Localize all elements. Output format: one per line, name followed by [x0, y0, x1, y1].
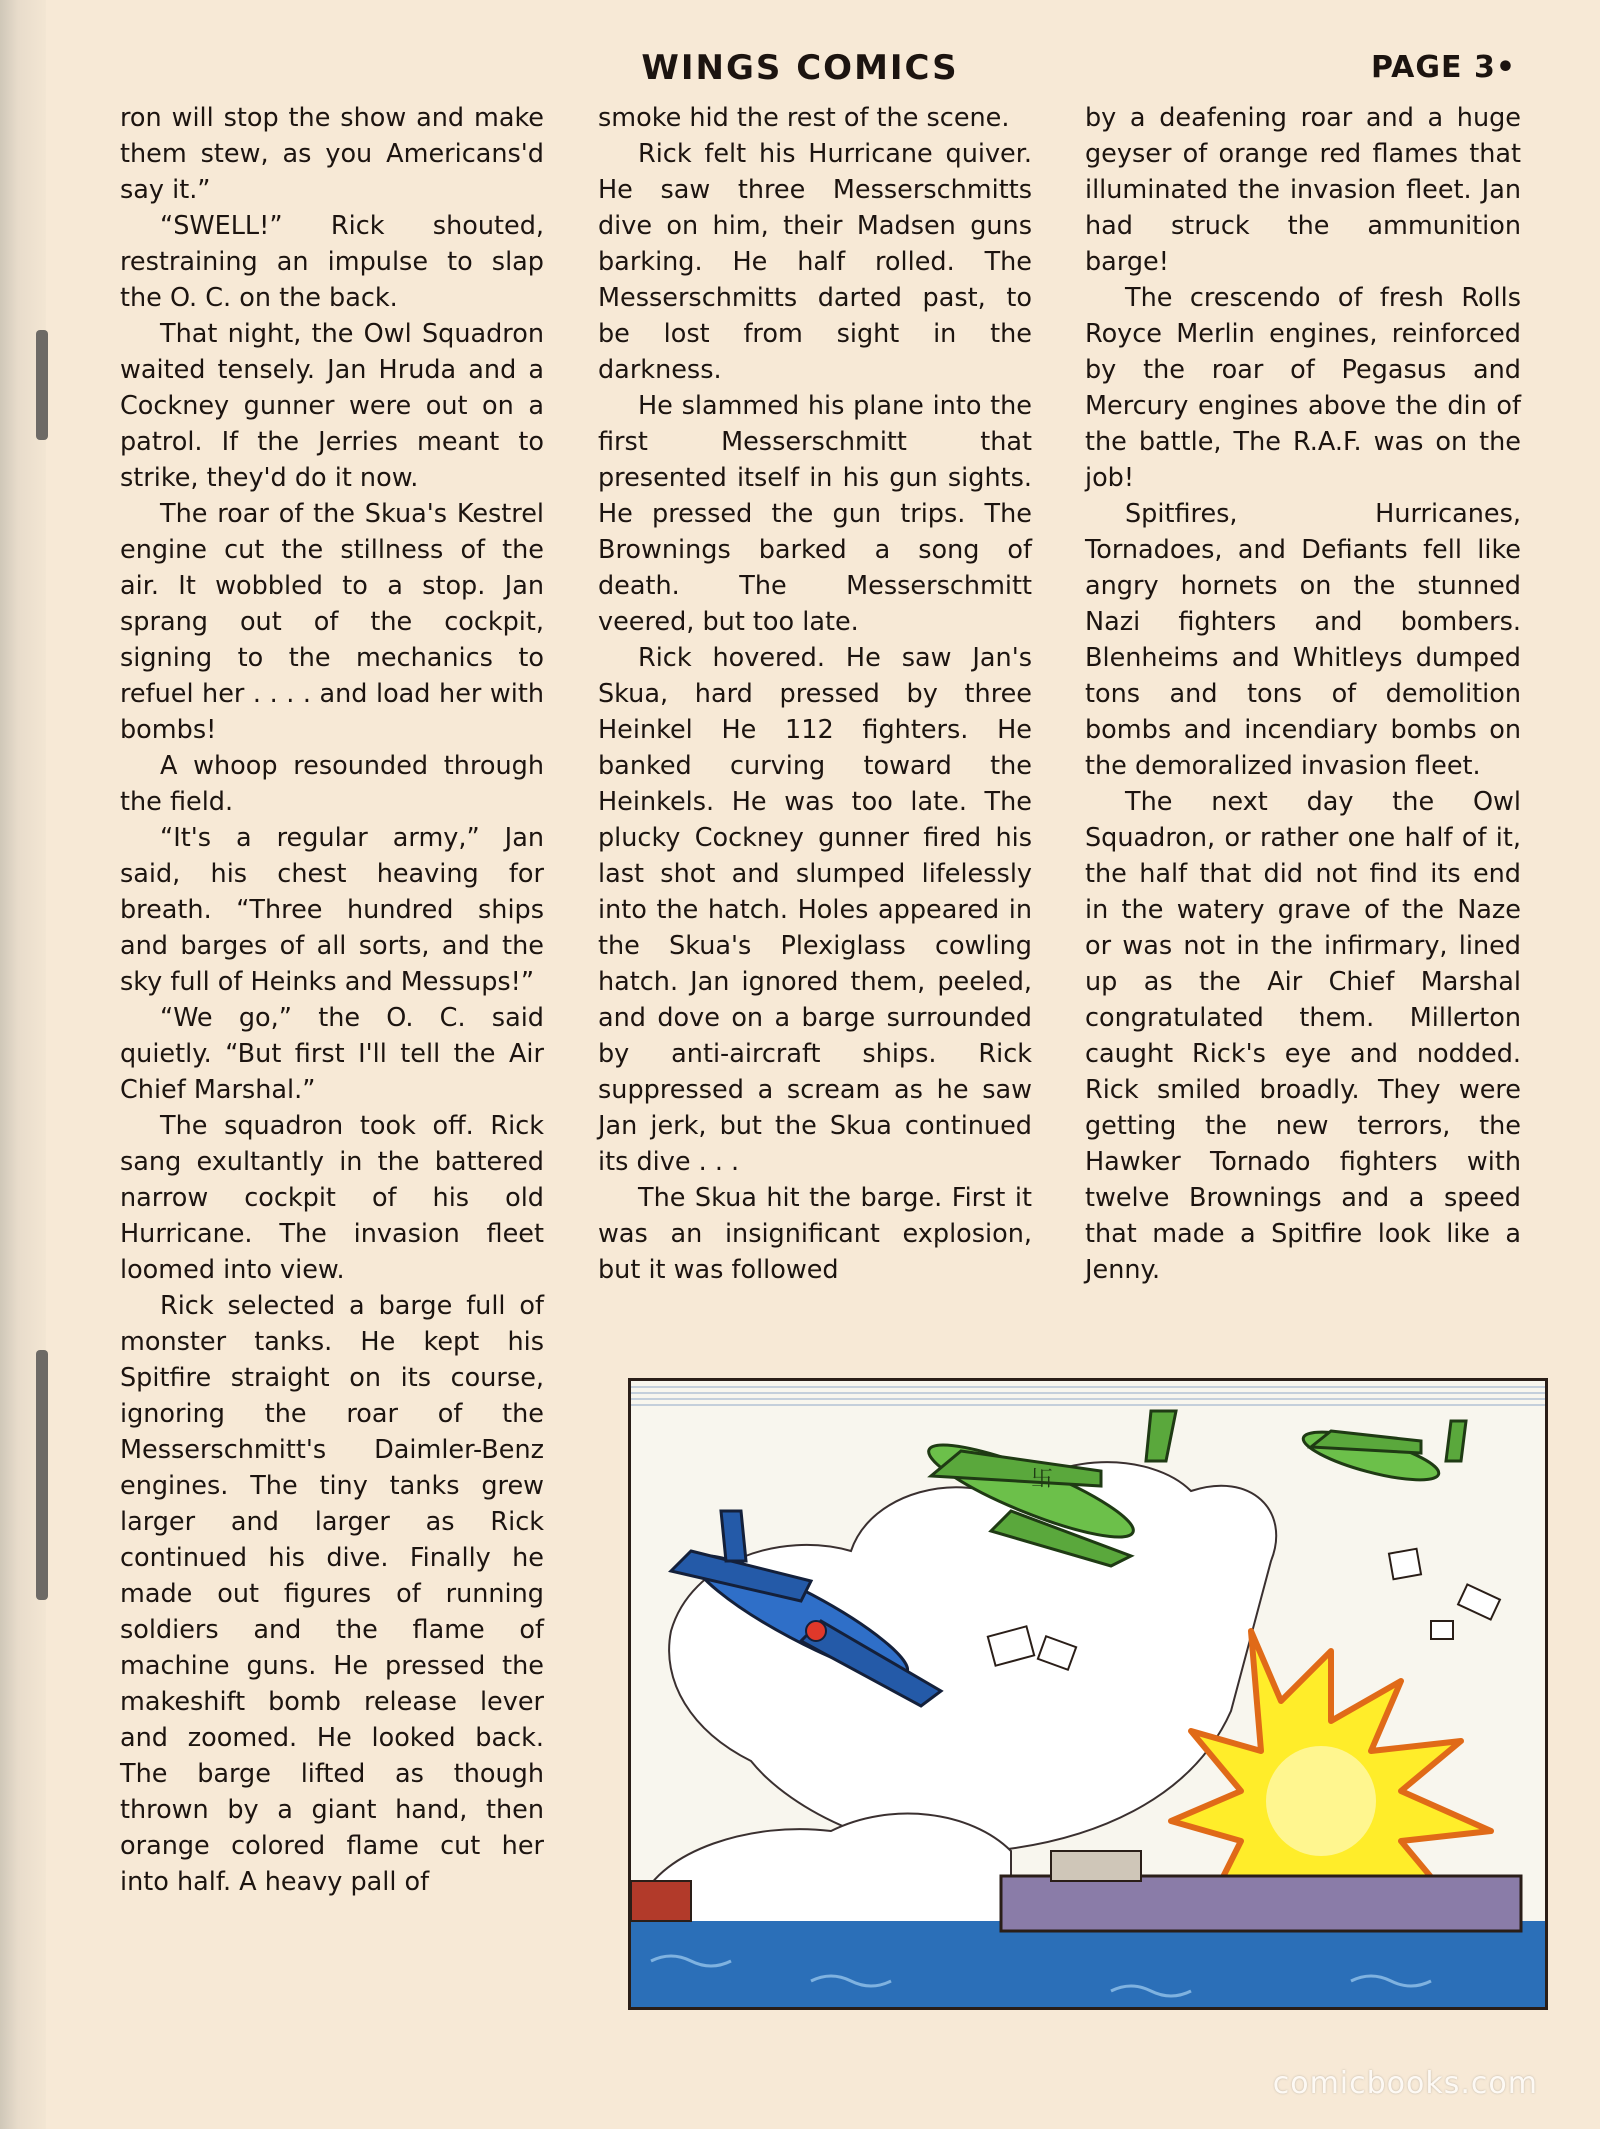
paragraph: That night, the Owl Squadron waited tensely. Jan Hruda and a Cockney gunner were out on a patrol. If the Jerries meant to strike, they'd do it now.	[120, 319, 544, 493]
paragraph: The Skua hit the barge. First it was an insignificant explosion, but it was followed	[598, 1183, 1032, 1285]
air-battle-drawing	[631, 1381, 1545, 2007]
paragraph: by a deafening roar and a huge geyser of orange red flames that illuminated the invasion fleet. Jan had struck the ammunition barge!	[1085, 103, 1521, 277]
page-binding-edge	[0, 0, 46, 2129]
page-header	[60, 48, 1540, 88]
text-column-1	[120, 100, 544, 2020]
staple-bottom	[36, 1350, 48, 1600]
paragraph: Spitfires, Hurricanes, Tornadoes, and Defiants fell like angry hornets on the stunned Nazi fighters and bombers. Blenheims and Whitleys dumped tons and tons of demolition bombs and incendiary bombs on the demoralized invasion fleet.	[1085, 499, 1521, 781]
paragraph: Rick selected a barge full of monster tanks. He kept his Spitfire straight on its course, ignoring the roar of the Messerschmitt's Daimler-Benz engines. The tiny tanks grew larger and larger as Rick continued his dive. Finally he made out figures of running soldiers and the flame of machine guns. He pressed the makeshift bomb release lever and zoomed. He looked back. The barge lifted as though thrown by a giant hand, then orange colored flame cut her into half. A heavy pall of	[120, 1291, 544, 1897]
text-column-2	[598, 100, 1032, 1390]
paragraph: The next day the Owl Squadron, or rather one half of it, the half that did not find its end in the watery grave of the Naze or was not in the infirmary, lined up as the Air Chief Marshal congratulated them. Millerton caught Rick's eye and nodded. Rick smiled broadly. They were getting the new terrors, the Hawker Tornado fighters with twelve Brownings and a speed that made a Spitfire look like a Jenny.	[1085, 787, 1521, 1285]
watermark-text: comicbooks.com	[1272, 2066, 1538, 2101]
staple-top	[36, 330, 48, 440]
paragraph: The squadron took off. Rick sang exultantly in the battered narrow cockpit of his old Hurricane. The invasion fleet loomed into view.	[120, 1111, 544, 1285]
magazine-title: WINGS COMICS	[641, 48, 959, 88]
paragraph: He slammed his plane into the first Messerschmitt that presented itself in his gun sights. He pressed the gun trips. The Brownings barked a song of death. The Messerschmitt veered, but too late.	[598, 391, 1032, 637]
paragraph: The roar of the Skua's Kestrel engine cut the stillness of the air. It wobbled to a stop. Jan sprang out of the cockpit, signing to the mechanics to refuel her . . . . and load her with bombs!	[120, 499, 544, 745]
paragraph: Rick hovered. He saw Jan's Skua, hard pressed by three Heinkel He 112 fighters. He banked curving toward the Heinkels. He was too late. The plucky Cockney gunner fired his last shot and slumped lifelessly into the hatch. Holes appeared in the Skua's Plexiglass cowling hatch. Jan ignored them, peeled, and dove on a barge surrounded by anti-aircraft ships. Rick suppressed a scream as he saw Jan jerk, but the Skua continued its dive . . .	[598, 643, 1032, 1177]
paragraph: A whoop resounded through the field.	[120, 751, 544, 817]
paragraph: The crescendo of fresh Rolls Royce Merlin engines, reinforced by the roar of Pegasus and Mercury engines above the din of the battle, The R.A.F. was on the job!	[1085, 283, 1521, 493]
paragraph: “We go,” the O. C. said quietly. “But first I'll tell the Air Chief Marshal.”	[120, 1003, 544, 1105]
page-number: PAGE 3•	[1370, 50, 1516, 85]
paragraph: smoke hid the rest of the scene.	[598, 103, 1010, 133]
comic-panel-illustration	[628, 1378, 1548, 2010]
paragraph: ron will stop the show and make them stew, as you Americans'd say it.”	[120, 103, 544, 205]
red-ship	[631, 1881, 691, 1921]
paragraph: “SWELL!” Rick shouted, restraining an impulse to slap the O. C. on the back.	[120, 211, 544, 313]
text-column-3	[1085, 100, 1521, 1390]
sea-water	[631, 1921, 1545, 2007]
svg-text:卐: 卐	[1031, 1467, 1054, 1492]
paragraph: Rick felt his Hurricane quiver. He saw three Messerschmitts dive on him, their Madsen guns barking. He half rolled. The Messerschmitts darted past, to be lost from sight in the darkness.	[598, 139, 1032, 385]
invasion-barge	[1001, 1876, 1521, 1931]
paragraph: “It's a regular army,” Jan said, his chest heaving for breath. “Three hundred ships and barges of all sorts, and the sky full of Heinks and Messups!”	[120, 823, 544, 997]
